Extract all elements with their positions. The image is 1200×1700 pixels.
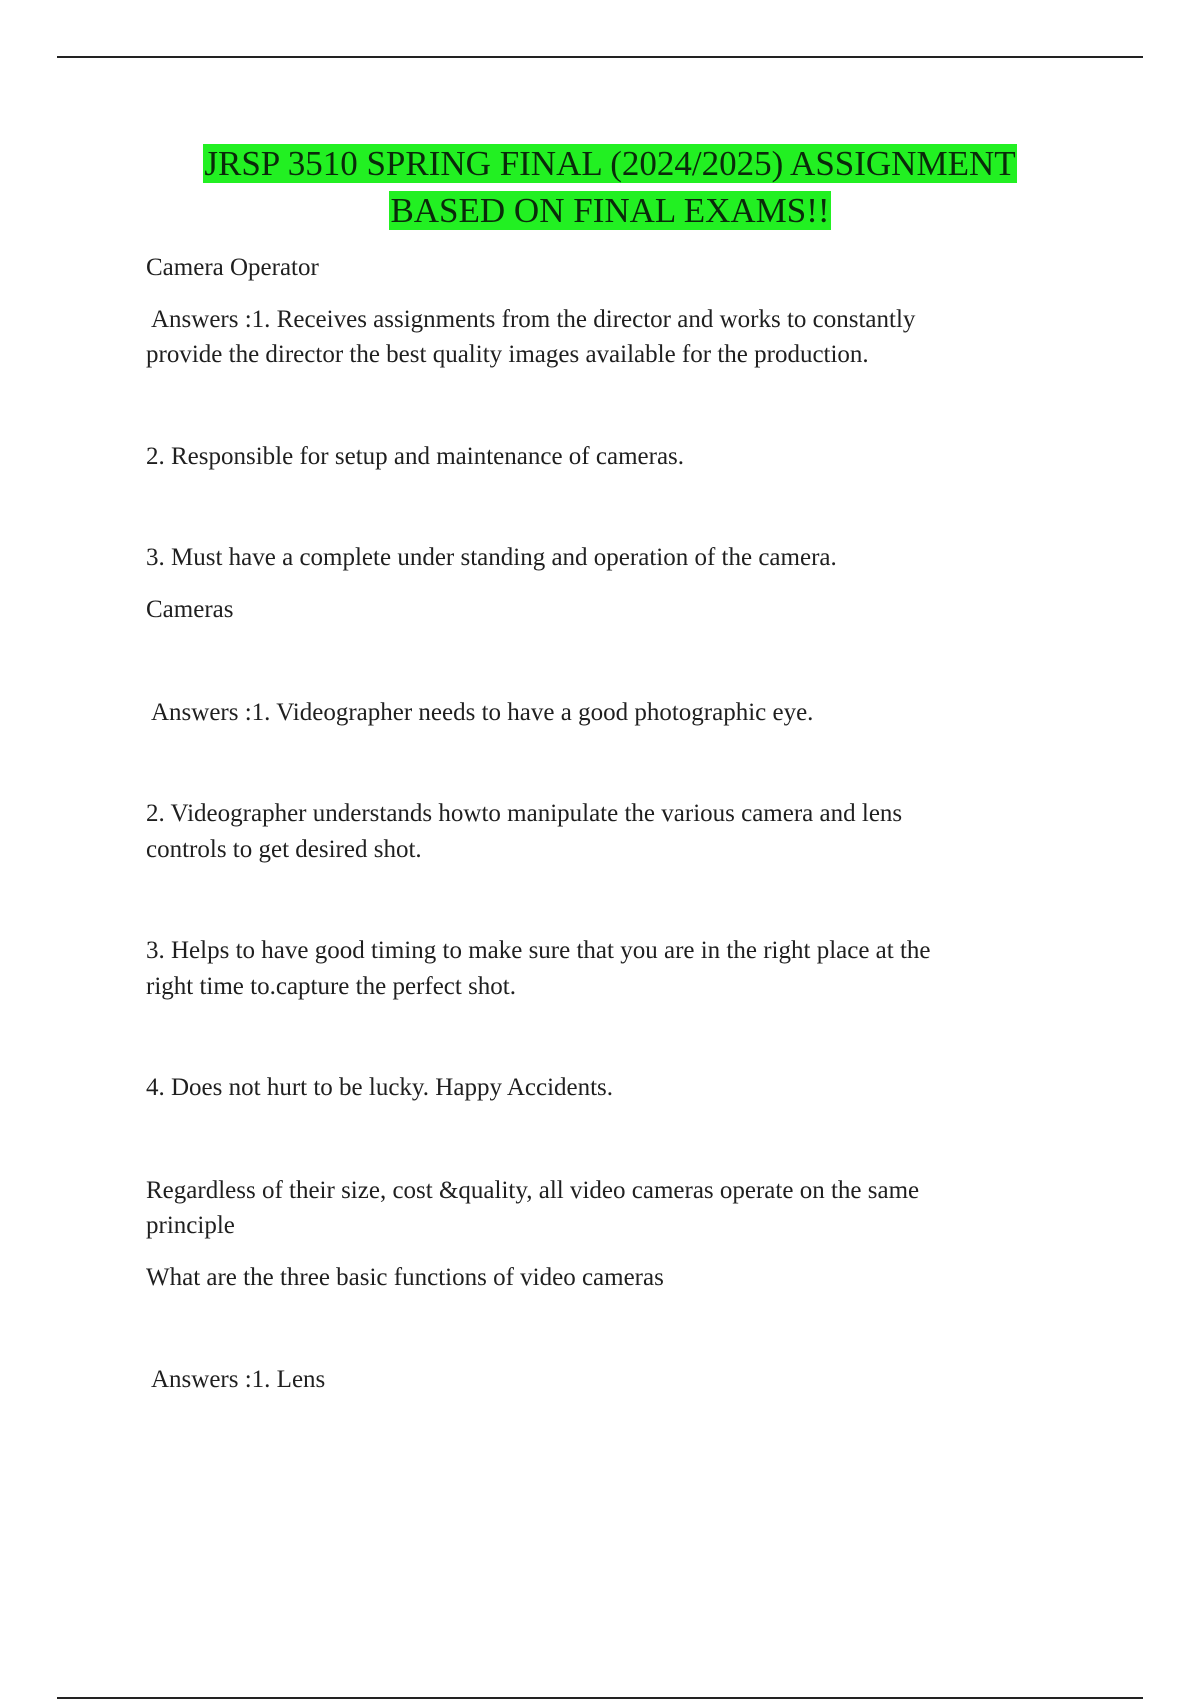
top-rule (57, 56, 1143, 58)
answer-line: Answers :1. Receives assignments from the director and works to constantly (151, 306, 916, 333)
section-heading-camera-operator: Camera Operator (146, 254, 319, 281)
bottom-rule (57, 1697, 1143, 1699)
title-line-2: BASED ON FINAL EXAMS!! (390, 191, 830, 230)
answer-line: 2. Responsible for setup and maintenance of cameras. (146, 443, 685, 470)
page-title (146, 140, 1074, 234)
answer-line: provide the director the best quality images available for the production. (146, 341, 869, 368)
answer-line: 3. Must have a complete under standing and operation of the camera. (146, 544, 837, 571)
question-line: What are the three basic functions of video cameras (146, 1264, 664, 1291)
section-heading-cameras: Cameras (146, 596, 234, 623)
question-line: Regardless of their size, cost &quality, all video cameras operate on the same (146, 1177, 920, 1204)
answer-line: 4. Does not hurt to be lucky. Happy Accidents. (146, 1074, 614, 1101)
title-line-1: JRSP 3510 SPRING FINAL (2024/2025) ASSIGNMENT (204, 144, 1016, 183)
answer-line: 3. Helps to have good timing to make sure that you are in the right place at the (146, 937, 931, 964)
question-line: principle (146, 1212, 235, 1239)
answer-line: controls to get desired shot. (146, 836, 422, 863)
answer-line: 2. Videographer understands howto manipulate the various camera and lens (146, 800, 903, 827)
answer-line: right time to.capture the perfect shot. (146, 973, 517, 1000)
answer-line: Answers :1. Lens (151, 1366, 326, 1393)
answer-line: Answers :1. Videographer needs to have a good photographic eye. (151, 699, 814, 726)
